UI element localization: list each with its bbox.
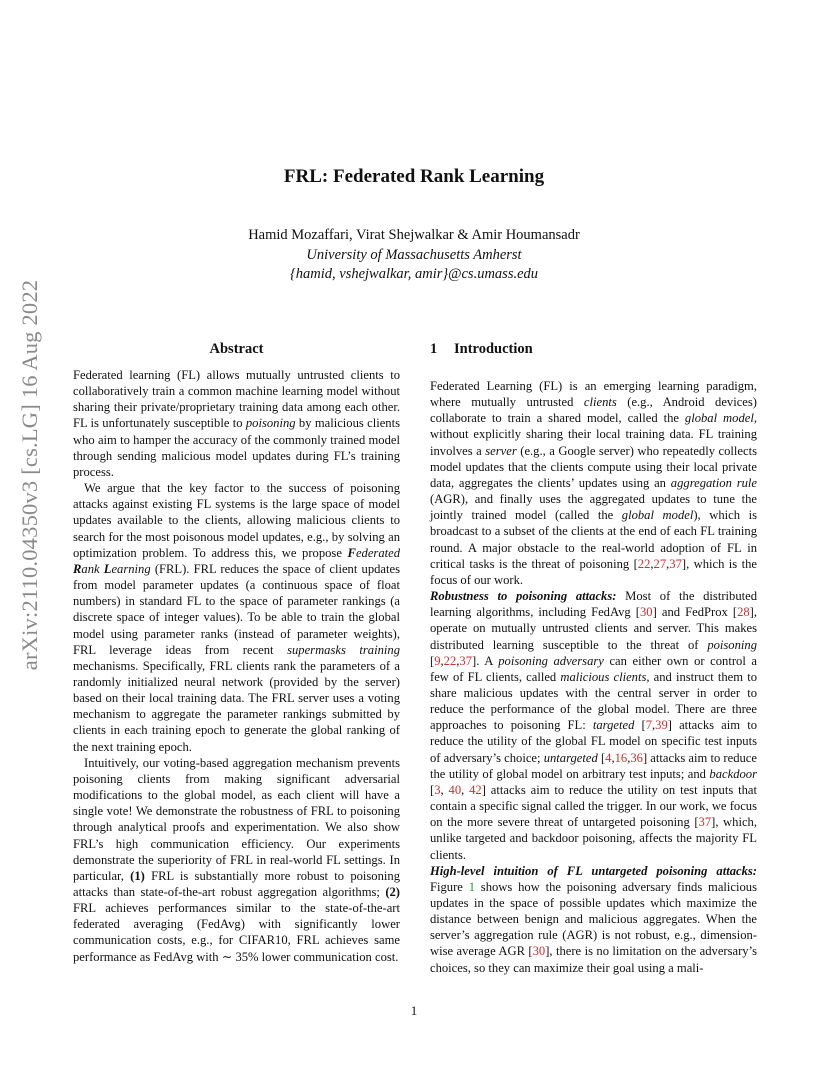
affiliation: University of Massachusetts Amherst (306, 246, 522, 263)
citation-link[interactable]: 42 (469, 782, 482, 797)
citation-link[interactable]: 22 (637, 556, 651, 571)
abstract-paragraph-2: We argue that the key factor to the success of poisoning attacks against existing FL systems is the large space of model updates available to the clients, allowing malicious clients to search for the most poisonous model updates, e.g., by solving an optimization problem. To address this, we propose Federated Rank Learning (FRL). FRL reduces the space of client updates from model parameter updates (a continuous space of float numbers) in standard FL to the space of parameter rankings (a discrete space of integer values). To be able to train the global model using parameter ranks (instead of parameter weights), FRL leverage ideas from recent supermasks training mechanisms. Specifically, FRL clients rank the parameters of a randomly initialized neural network (provided by the server) based on their local training data. The FRL server uses a voting mechanism to aggregate the parameter rankings submitted by clients in each training epoch to generate the global ranking of the next training epoch. (73, 481, 400, 754)
citation-link[interactable]: 4 (605, 750, 612, 765)
arxiv-stamp: arXiv:2110.04350v3 [cs.LG] 16 Aug 2022 (17, 279, 43, 671)
citation-link[interactable]: 16 (614, 750, 628, 765)
intro-paragraph-intuition: High-level intuition of FL untargeted poisoning attacks: Figure 1 shows how the poisoning adversary finds malicious updates in the space of possible updates which maximize the distance between benign and malicious aggregates. When the server’s aggregation rule (AGR) is not robust, e.g., dimension-wise average AGR [30], there is no limitation on the adversary’s choices, so they can maximize their goal using a mali- (430, 863, 758, 975)
citation-link[interactable]: 36 (630, 750, 643, 765)
intro-paragraph-robustness: Robustness to poisoning attacks: Most of the distributed learning algorithms, including FedAvg [30] and FedProx [28], operate on mutually untrusted clients and server. This makes distributed learning susceptible to the threat of poisoning [9,22,37]. A poisoning adversary can either own or control a few of FL clients, called malicious clients, and instruct them to share malicious updates with the central server in order to reduce the performance of the global model. There are three approaches to poisoning FL: targeted [7,39] attacks aim to reduce the utility of the global FL model on specific test inputs of adversary’s choice; untargeted [4,16,36] attacks aim to reduce the utility of global model on arbitrary test inputs; and backdoor [3, 40, 42] attacks aim to reduce the utility on test inputs that contain a specific signal called the trigger. In our work, we focus on the more severe threat of untargeted poisoning [37], which, unlike targeted and backdoor poisoning, affects the majority FL clients. (430, 589, 758, 862)
citation-link[interactable]: 37 (669, 556, 682, 571)
paper-title: FRL: Federated Rank Learning (283, 166, 545, 187)
figure-ref-link[interactable]: 1 (468, 879, 475, 894)
paragraph-heading: Robustness to poisoning attacks: (430, 589, 617, 604)
author-names: Hamid Mozaffari, Virat Shejwalkar & Amir Houmansadr (248, 227, 580, 243)
abstract-heading: Abstract (209, 341, 264, 357)
citation-link[interactable]: 9 (434, 653, 441, 668)
paragraph-heading: High-level intuition of FL untargeted poisoning attacks: (430, 863, 757, 878)
intro-paragraph-1: Federated Learning (FL) is an emerging learning paradigm, where mutually untrusted clients (e.g., Android devices) collaborate to train a shared model, called the global model, without explicitly sharing their local training data. FL training involves a server (e.g., a Google server) who repeatedly collects model updates that the clients compute using their local private data, aggregates the clients’ updates using an aggregation rule (AGR), and finally uses the aggregated updates to tune the jointly trained model (called the global model), which is broadcast to a subset of the clients at the end of each FL training round. A major obstacle to the real-world adoption of FL in critical tasks is the threat of poisoning [22,27,37], which is the focus of our work. (430, 379, 757, 587)
section-heading-introduction: 1 Introduction (430, 341, 533, 357)
citation-link[interactable]: 40 (448, 782, 462, 797)
abstract-paragraph-3: Intuitively, our voting-based aggregation mechanism prevents poisoning clients from making significant adversarial modifications to the global model, as each client will have a single vote! We demonstrate the robustness of FRL to poisoning through analytical proofs and experimentation. We also show FRL’s high communication efficiency. Our experiments demonstrate the superiority of FRL in real-world FL settings. In particular, (1) FRL is substantially more robust to poisoning attacks than state-of-the-art robust aggregation algorithms; (2) FRL achieves performances similar to the state-of-the-art federated averaging (FedAvg) with significantly lower communication costs, e.g., for CIFAR10, FRL achieves same performance as FedAvg with ∼ 35% lower communication cost. (73, 755, 400, 964)
citation-link[interactable]: 28 (737, 605, 750, 620)
introduction-column (430, 340, 757, 976)
citation-link[interactable]: 37 (459, 653, 472, 668)
citation-link[interactable]: 3 (434, 782, 441, 797)
author-emails: {hamid, vshejwalkar, amir}@cs.umass.edu (289, 266, 539, 282)
citation-link[interactable]: 30 (640, 605, 653, 620)
author-block (0, 226, 828, 285)
citation-link[interactable]: 30 (532, 944, 546, 959)
abstract-paragraph-1: Federated learning (FL) allows mutually untrusted clients to collaboratively train a common machine learning model without sharing their private/proprietary training data among each other. FL is unfortunately susceptible to poisoning by malicious clients who aim to hamper the accuracy of the commonly trained model through sending malicious model updates during FL’s training process. (73, 368, 400, 479)
citation-link[interactable]: 37 (698, 815, 712, 830)
page-number: 1 (410, 1003, 418, 1018)
citation-link[interactable]: 22 (443, 653, 457, 668)
citation-link[interactable]: 27 (653, 556, 667, 571)
citation-link[interactable]: 7 (645, 718, 652, 733)
abstract-column (73, 340, 400, 965)
citation-link[interactable]: 39 (655, 718, 668, 733)
